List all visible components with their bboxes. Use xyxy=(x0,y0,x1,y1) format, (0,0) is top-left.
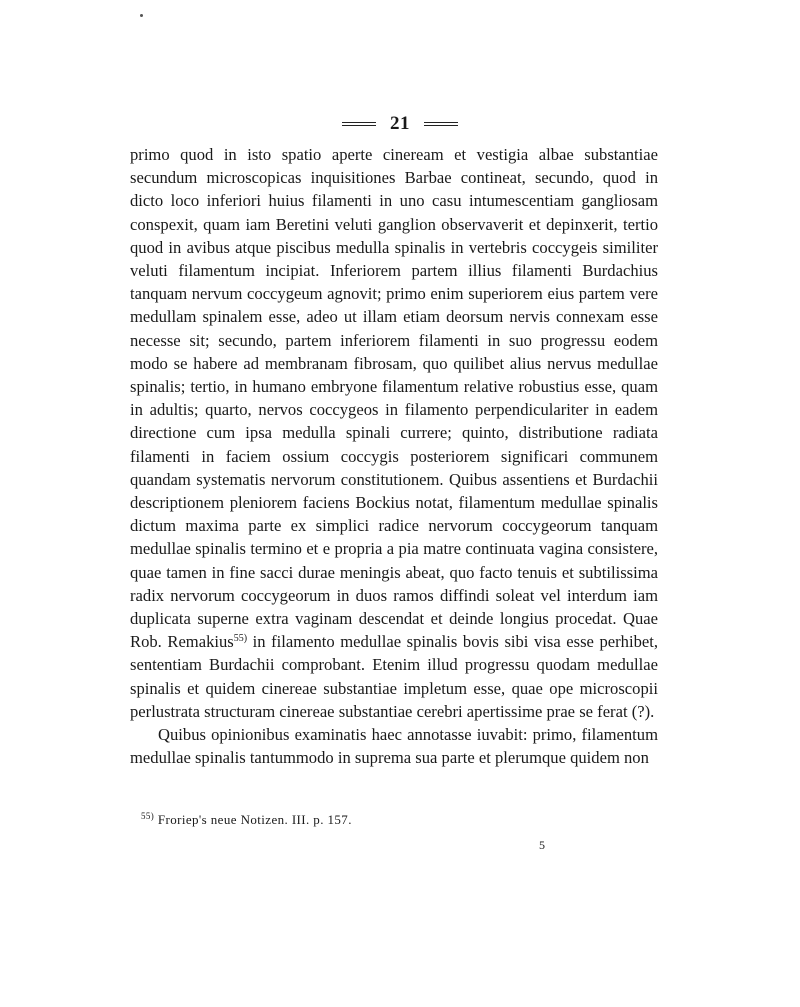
header-rule-left xyxy=(342,122,376,126)
body-text xyxy=(130,143,658,769)
footnote-mark: 55) xyxy=(141,811,155,821)
header-rule-right xyxy=(424,122,458,126)
paragraph-1-end: in filamento medullae spinalis bovis sibi visa esse perhibet, sententiam Burdachii comprobant. Etenim illud progressu quodam medullae spinalis et quidem cinereae substantiae impletum esse, quae ope microscopii perlustrata structuram cinereae substantiae cerebri apertissime prae se ferat (?). xyxy=(130,632,658,721)
footnote-text: Froriep's neue Notizen. III. p. 157. xyxy=(154,812,352,827)
paragraph-2: Quibus opinionibus examinatis haec annotasse iuvabit: primo, filamentum medullae spinalis tantummodo in suprema sua parte et plerumque quidem non xyxy=(130,725,658,768)
page-number: 21 xyxy=(390,113,410,134)
paper-speck xyxy=(140,14,143,17)
page-header xyxy=(0,113,800,135)
paragraph-1-text: primo quod in isto spatio aperte cineream et vestigia albae substantiae secundum microscopicas inquisitiones Barbae contineat, secundo, quod in dicto loco inferiori huius filamenti in uno casu intumescentiam gangliosam conspexit, quam iam Beretini veluti ganglion observaverit et depinxerit, tertio quod in avibus atque piscibus medulla spinalis in vertebris coccygeis similiter veluti filamentum incipiat. Inferiorem partem illius filamenti Burdachius tanquam nervum coccygeum agnovit; primo enim superiorem eius partem vere medullam spinalem esse, adeo ut illam etiam deorsum nervis connexam esse necesse sit; secundo, partem inferiorem filamenti in suo progressu eodem modo se habere ad membranam fibrosam, quo quilibet alius nervus medullae spinalis; tertio, in humano embryone filamentum relative robustius esse, quam in adultis; quarto, nervos coccygeos in filamento perpendiculariter in eadem directione cum ipsa medulla spinali currere; quinto, distributione radiata filamenti in faciem ossium coccygis posteriorem significari communem quandam systematis nervorum constitutionem. Quibus assentiens et Burdachii descriptionem pleniorem faciens Bockius notat, filamentum medullae spinalis dictum maxima parte ex simplici radice nervorum coccygeorum tanquam medullae spinalis termino et e propria a pia matre continuata vagina consistere, quae tamen in fine sacci durae meningis abeat, quo facto tenuis et subtilissima radix nervorum coccygeorum in duos ramos diffindi soleat vel interdum iam duplicata superne extra vaginam descendat et deinde longius procedat. Quae Rob. Remakius xyxy=(130,145,658,652)
paragraph-1 xyxy=(130,143,658,723)
footnote-reference: 55) xyxy=(233,633,248,645)
signature-mark: 5 xyxy=(539,838,545,852)
footnote xyxy=(141,812,352,828)
